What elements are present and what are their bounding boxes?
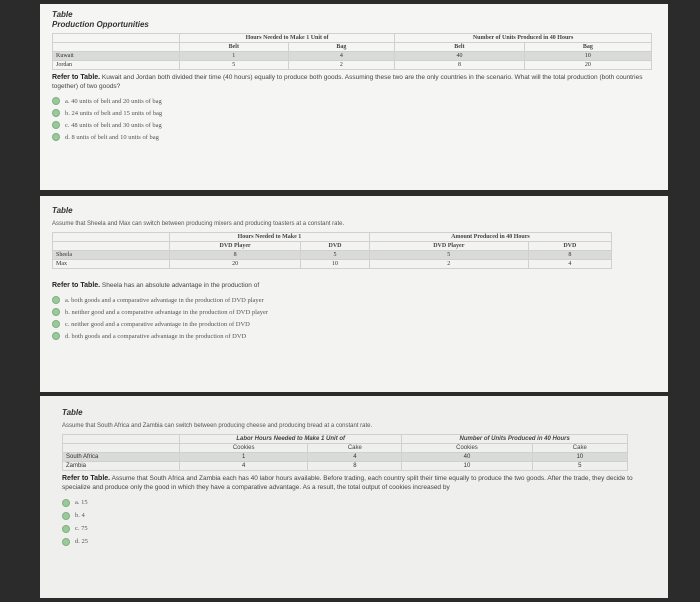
option-text: 4 [81,512,85,519]
radio-icon[interactable] [52,332,60,340]
production-table [62,434,628,471]
question-body: Assume that South Africa and Zambia each has 40 labor hours available. Before trading, each country split their time equally to produce the two goods. After the trade, they decide to specialize and produce only the good in which they have a comparative advantage. As a result, the total output of cookies increased by [62,475,633,491]
radio-icon[interactable] [52,133,60,141]
option-text: 40 units of belt and 20 units of bag [71,97,162,105]
answer-option-b[interactable] [52,107,656,119]
column-header: Bag [524,43,651,52]
option-letter: d. [75,538,80,545]
table-cell: 20 [524,61,651,70]
radio-icon[interactable] [62,538,70,546]
radio-icon[interactable] [52,308,60,316]
radio-icon[interactable] [52,121,60,129]
table-group-header: Hours Needed to Make 1 Unit of [180,34,395,43]
column-header: Belt [180,43,289,52]
option-text: neither good and a comparative advantage in the production of DVD player [71,308,269,316]
option-text: 15 [81,499,88,506]
radio-icon[interactable] [62,499,70,507]
answer-option-c[interactable] [52,318,656,330]
table-cell: 2 [369,260,528,269]
option-text: 24 units of belt and 15 units of bag [71,109,163,117]
table-cell: 5 [301,251,370,260]
option-text: neither good and a comparative advantage in the production of DVD [71,320,250,328]
table-row [53,61,652,70]
table-group-header: Hours Needed to Make 1 [170,233,370,242]
answer-option-a[interactable] [52,294,656,306]
answer-option-d[interactable] [62,535,656,548]
option-text: 75 [81,525,88,532]
scenario-text: Assume that South Africa and Zambia can switch between producing cheese and producing bread at a constant rate. [62,423,373,429]
answer-option-c[interactable] [52,119,656,131]
table-row [63,462,628,471]
table-cell: 8 [395,61,525,70]
table-cell: 10 [524,52,651,61]
option-letter: d. [65,133,70,141]
column-header: Cake [308,444,402,453]
table-row [53,251,612,260]
radio-icon[interactable] [52,97,60,105]
radio-icon[interactable] [52,320,60,328]
option-letter: c. [65,320,70,328]
table-title: Table [52,206,73,215]
column-header: DVD Player [369,242,528,251]
answer-option-b[interactable] [52,306,656,318]
answer-option-a[interactable] [62,496,656,509]
option-text: both goods and a comparative advantage in the production of DVD player [71,296,264,304]
table-subtitle: Production Opportunities [52,20,149,29]
table-cell: 10 [532,453,627,462]
option-letter: a. [65,296,70,304]
question-lead: Refer to Table. [62,475,111,482]
table-cell: 8 [308,462,402,471]
answer-option-d[interactable] [52,131,656,143]
table-row [53,52,652,61]
table-cell: 1 [180,453,308,462]
column-header: Cookies [402,444,532,453]
production-table [52,232,612,269]
option-letter: d. [65,332,70,340]
column-header: Belt [395,43,525,52]
question-card-3 [40,396,668,598]
question-text [52,73,656,91]
table-cell: 10 [402,462,532,471]
table-cell: 10 [301,260,370,269]
radio-icon[interactable] [62,525,70,533]
table-cell: 1 [180,52,289,61]
answer-option-d[interactable] [52,330,656,342]
option-text: 8 units of belt and 10 units of bag [71,133,159,141]
table-title: Table [52,10,73,19]
table-group-header: Number of Units Produced in 40 Hours [402,435,628,444]
table-cell: 2 [288,61,395,70]
table-group-header: Labor Hours Needed to Make 1 Unit of [180,435,402,444]
question-card-2 [40,196,668,392]
option-text: 48 units of belt and 30 units of bag [71,121,162,129]
radio-icon[interactable] [52,296,60,304]
production-table [52,33,652,70]
question-text [52,281,656,290]
table-cell: 5 [369,251,528,260]
row-label: Sheela [53,251,170,260]
table-cell: 8 [170,251,301,260]
row-label: Jordan [53,61,180,70]
answer-options [52,496,656,548]
question-body: Kuwait and Jordan both divided their time (40 hours) equally to produce both goods. Assuming these two are the only countries in the scenario. What will the total production (both countries together) of two goods? [52,74,643,90]
answer-options [52,294,656,342]
question-body: Sheela has an absolute advantage in the production of [101,282,260,289]
table-cell: 40 [395,52,525,61]
option-letter: b. [65,109,70,117]
option-letter: b. [75,512,80,519]
scenario-text: Assume that Sheela and Max can switch between producing mixers and producing toasters at a constant rate. [52,221,345,227]
table-cell: 40 [402,453,532,462]
option-text: both goods and a comparative advantage in the production of DVD [71,332,247,340]
option-letter: a. [75,499,80,506]
question-text [52,474,656,492]
row-label: Kuwait [53,52,180,61]
table-cell: 4 [528,260,611,269]
option-letter: c. [75,525,80,532]
radio-icon[interactable] [52,109,60,117]
option-letter: b. [65,308,70,316]
row-label: Max [53,260,170,269]
table-cell: 4 [180,462,308,471]
option-letter: a. [65,97,70,105]
table-cell: 5 [180,61,289,70]
column-header: Cookies [180,444,308,453]
radio-icon[interactable] [62,512,70,520]
table-title: Table [62,408,83,417]
answer-option-c[interactable] [62,522,656,535]
column-header: DVD [301,242,370,251]
question-lead: Refer to Table. [52,74,101,81]
table-group-header: Number of Units Produced in 40 Hours [395,34,652,43]
table-row [63,453,628,462]
table-row [53,260,612,269]
row-label: Zambia [63,462,180,471]
column-header: DVD [528,242,611,251]
option-letter: c. [65,121,70,129]
column-header: Bag [288,43,395,52]
question-lead: Refer to Table. [52,282,101,289]
column-header: Cake [532,444,627,453]
column-header: DVD Player [170,242,301,251]
table-cell: 4 [288,52,395,61]
answer-options [52,95,656,143]
answer-option-b[interactable] [62,509,656,522]
table-cell: 20 [170,260,301,269]
row-label: South Africa [63,453,180,462]
answer-option-a[interactable] [52,95,656,107]
question-card-1 [40,4,668,190]
table-cell: 8 [528,251,611,260]
table-group-header: Amount Produced in 40 Hours [369,233,611,242]
option-text: 25 [81,538,88,545]
table-cell: 4 [308,453,402,462]
table-cell: 5 [532,462,627,471]
